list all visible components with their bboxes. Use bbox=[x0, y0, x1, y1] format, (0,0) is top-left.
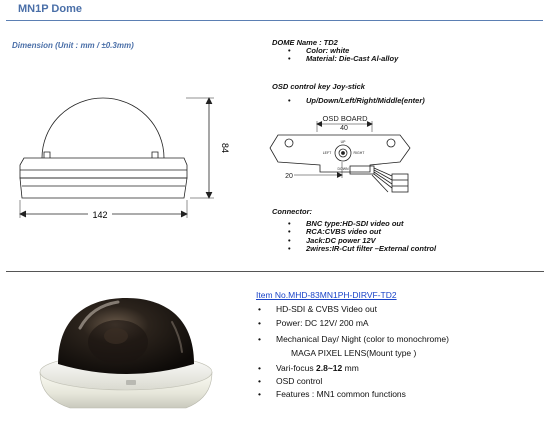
product-features-b bbox=[254, 363, 406, 399]
up-tag: UP bbox=[340, 140, 346, 144]
connector-title: Connector: bbox=[272, 207, 312, 216]
list-item: • RCA:CVBS video out bbox=[288, 228, 436, 236]
focus-prefix: Vari-focus bbox=[276, 363, 316, 373]
dome-name-title: DOME Name : TD2 bbox=[272, 38, 338, 47]
focus-suffix: mm bbox=[342, 363, 359, 373]
list-item: • Mechanical Day/ Night (color to monochrome) bbox=[254, 334, 449, 344]
item-number-link[interactable]: Item No.MHD-83MN1PH-DIRVF-TD2 bbox=[256, 290, 397, 300]
list-item: • Power: DC 12V/ 200 mA bbox=[254, 318, 449, 328]
focus-value: 2.8~12 bbox=[316, 363, 343, 373]
page-title: MN1P Dome bbox=[18, 3, 82, 15]
list-item: • HD-SDI & CVBS Video out bbox=[254, 304, 449, 314]
list-item: • OSD control bbox=[254, 376, 406, 386]
height-dimension-label: 84 bbox=[220, 142, 230, 154]
right-tag: RIGHT bbox=[353, 151, 365, 155]
dimension-20-label: 20 bbox=[285, 173, 293, 180]
list-item: • BNC type:HD-SDI video out bbox=[288, 220, 436, 228]
dimension-40-label: 40 bbox=[340, 125, 348, 132]
down-tag: DOWN bbox=[337, 167, 349, 171]
features-list-a bbox=[254, 304, 449, 344]
features-list-b bbox=[254, 363, 406, 399]
dimension-note: Dimension (Unit : mm / ±0.3mm) bbox=[12, 41, 134, 50]
list-item: • Material: Die-Cast Al-alloy bbox=[288, 55, 398, 63]
list-item: • Color: white bbox=[288, 47, 398, 55]
product-features bbox=[254, 304, 449, 344]
list-item: • Features : MN1 common functions bbox=[254, 389, 406, 399]
lens-line: MAGA PIXEL LENS(Mount type ) bbox=[291, 348, 417, 358]
left-tag: LEFT bbox=[322, 151, 332, 155]
osd-board-label: OSD BOARD bbox=[322, 114, 368, 123]
list-item: • Up/Down/Left/Right/Middle(enter) bbox=[288, 97, 425, 105]
width-dimension-label: 142 bbox=[92, 210, 108, 220]
osd-title: OSD control key Joy-stick bbox=[272, 82, 365, 91]
list-item: • 2wires:IR-Cut filter –External control bbox=[288, 245, 436, 253]
list-item bbox=[254, 363, 406, 373]
list-item: • Jack:DC power 12V bbox=[288, 237, 436, 245]
